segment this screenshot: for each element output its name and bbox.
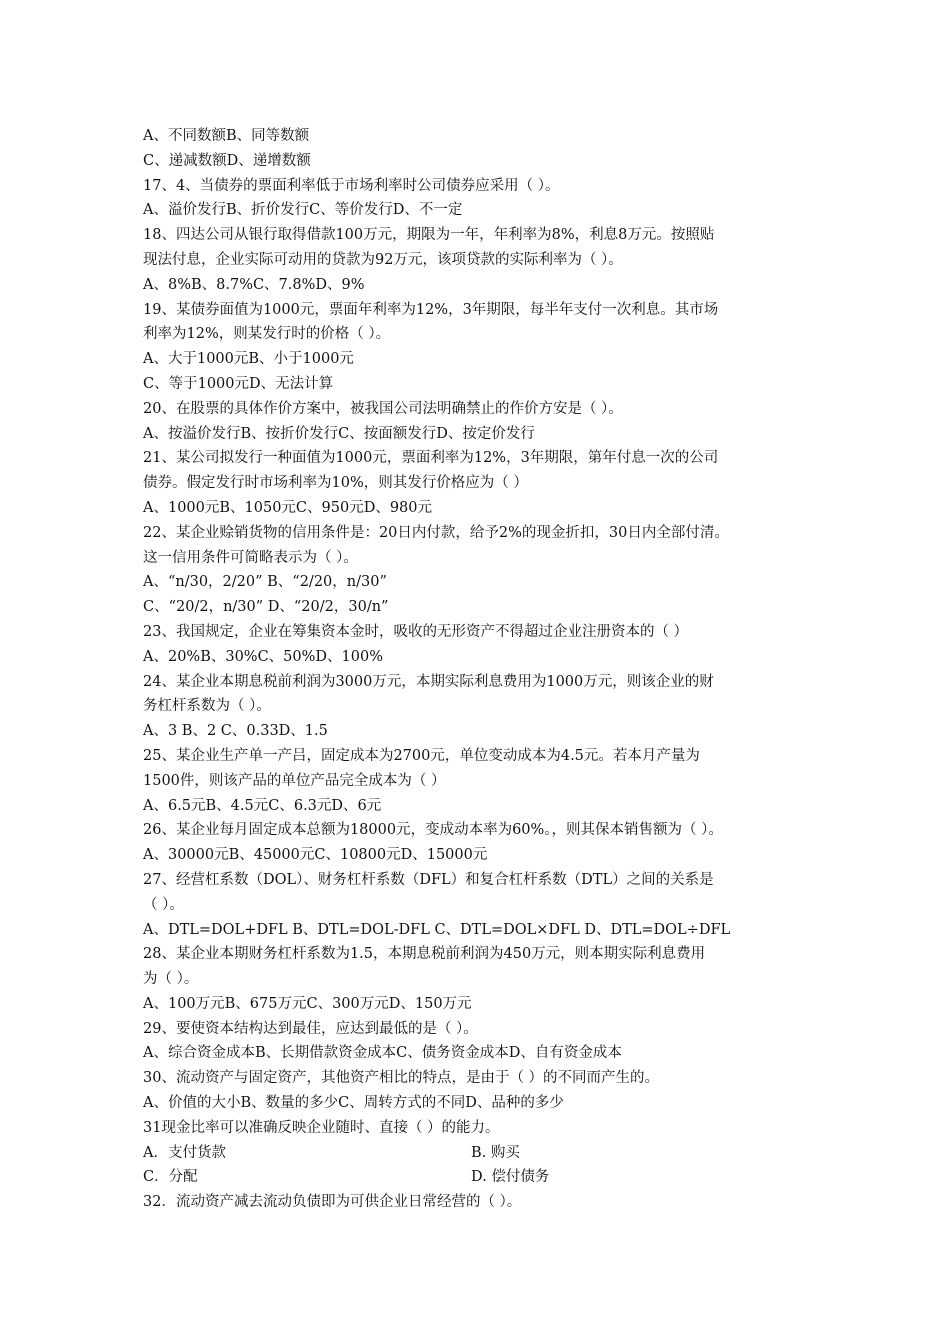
q31-option-b: B. 购买 xyxy=(471,1144,520,1161)
text-line: 27、经营杠系数（DOL）、财务杠杆系数（DFL）和复合杠杆系数（DTL）之间的关系是 xyxy=(143,871,714,888)
text-line: 30、流动资产与固定资产，其他资产相比的特点，是由于（ ）的不同而产生的。 xyxy=(143,1070,660,1087)
text-line: （ ）。 xyxy=(143,896,184,913)
text-line: 26、某企业每月固定成本总额为18000元，变成动本率为60%。，则其保本销售额为（ ）。 xyxy=(143,822,723,839)
text-line: 18、四达公司从银行取得借款100万元，期限为一年，年利率为8%，利息8万元。按照贴 xyxy=(143,227,715,244)
text-line: 17、4、当债券的票面利率低于市场利率时公司债券应采用（ ）。 xyxy=(143,177,560,194)
text-line: C、等于1000元D、无法计算 xyxy=(143,375,334,392)
text-line: C、递减数额D、递增数额 xyxy=(143,152,311,169)
text-line: A、大于1000元B、小于1000元 xyxy=(143,351,354,368)
q31-option-c: C．分配 xyxy=(143,1169,198,1186)
text-line: A、按溢价发行B、按折价发行C、按面额发行D、按定价发行 xyxy=(143,425,535,442)
text-line: 债券。假定发行时市场利率为10%，则其发行价格应为（ ） xyxy=(143,475,528,492)
q31-option-a: A．支付货款 xyxy=(143,1144,226,1161)
text-line: 现法付息，企业实际可动用的贷款为92万元，该项贷款的实际利率为（ ）。 xyxy=(143,251,623,268)
text-line: 29、要使资本结构达到最佳，应达到最低的是（ ）。 xyxy=(143,1020,478,1037)
text-line: A、20%B、30%C、50%D、100% xyxy=(143,648,383,665)
text-line: A、8%B、8.7%C、7.8%D、9% xyxy=(143,276,365,293)
question-text-block xyxy=(143,124,823,1215)
text-line: 务杠杆系数为（ ）。 xyxy=(143,698,271,715)
text-line: 21、某公司拟发行一种面值为1000元，票面利率为12%，3年期限，第年付息一次的公司 xyxy=(143,450,719,467)
text-line: 23、我国规定，企业在筹集资本金时，吸收的无形资产不得超过企业注册资本的（ ） xyxy=(143,623,689,640)
text-line: 这一信用条件可简略表示为（ ）。 xyxy=(143,549,358,566)
q31-option-d: D. 偿付债务 xyxy=(471,1169,550,1186)
text-line: 25、某企业生产单一产吕，固定成本为2700元，单位变动成本为4.5元。若本月产量为 xyxy=(143,747,700,764)
text-line: A、6.5元B、4.5元C、6.3元D、6元 xyxy=(143,797,382,814)
text-line: A、DTL=DOL+DFL B、DTL=DOL-DFL C、DTL=DOL×DFL D、DTL=DOL÷DFL xyxy=(143,921,731,938)
text-line: A、100万元B、675万元C、300万元D、150万元 xyxy=(143,995,472,1012)
text-line: 1500件，则该产品的单位产品完全成本为（ ） xyxy=(143,772,446,789)
text-line: 利率为12%，则某发行时的价格（ ）。 xyxy=(143,326,391,343)
text-line: 31现金比率可以准确反映企业随时、直接（ ）的能力。 xyxy=(143,1119,500,1136)
q31-options-row-2 xyxy=(143,1165,823,1190)
question-32: 32．流动资产减去流动负债即为可供企业日常经营的（ ）。 xyxy=(143,1194,522,1211)
text-line: A、价值的大小B、数量的多少C、周转方式的不同D、品种的多少 xyxy=(143,1095,564,1112)
text-line: A、“n/30，2/20” B、“2/20，n/30” xyxy=(143,574,387,591)
text-line: 为（ ）。 xyxy=(143,971,199,988)
text-line: C、“20/2，n/30” D、“20/2，30/n” xyxy=(143,599,389,616)
text-line: 24、某企业本期息税前利润为3000万元，本期实际利息费用为1000万元，则该企业的财 xyxy=(143,673,714,690)
q31-options-row-1 xyxy=(143,1141,823,1166)
text-line: A、不同数额B、同等数额 xyxy=(143,128,310,144)
text-line: 19、某债券面值为1000元，票面年利率为12%，3年期限，每半年支付一次利息。其市场 xyxy=(143,301,719,318)
text-line: A、1000元B、1050元C、950元D、980元 xyxy=(143,499,433,516)
text-line: A、3 B、2 C、0.33D、1.5 xyxy=(143,723,328,740)
text-line: 20、在股票的具体作价方案中，被我国公司法明确禁止的作价方安是（ ）。 xyxy=(143,400,623,417)
text-line: 22、某企业赊销货物的信用条件是：20日内付款，给予2%的现金折扣，30日内全部付清。 xyxy=(143,524,729,541)
text-line: A、30000元B、45000元C、10800元D、15000元 xyxy=(143,847,488,864)
text-line: A、溢价发行B、折价发行C、等价发行D、不一定 xyxy=(143,202,463,219)
text-line: 28、某企业本期财务杠杆系数为1.5，本期息税前利润为450万元，则本期实际利息费用 xyxy=(143,946,706,963)
text-line: A、综合资金成本B、长期借款资金成本C、债务资金成本D、自有资金成本 xyxy=(143,1045,622,1062)
